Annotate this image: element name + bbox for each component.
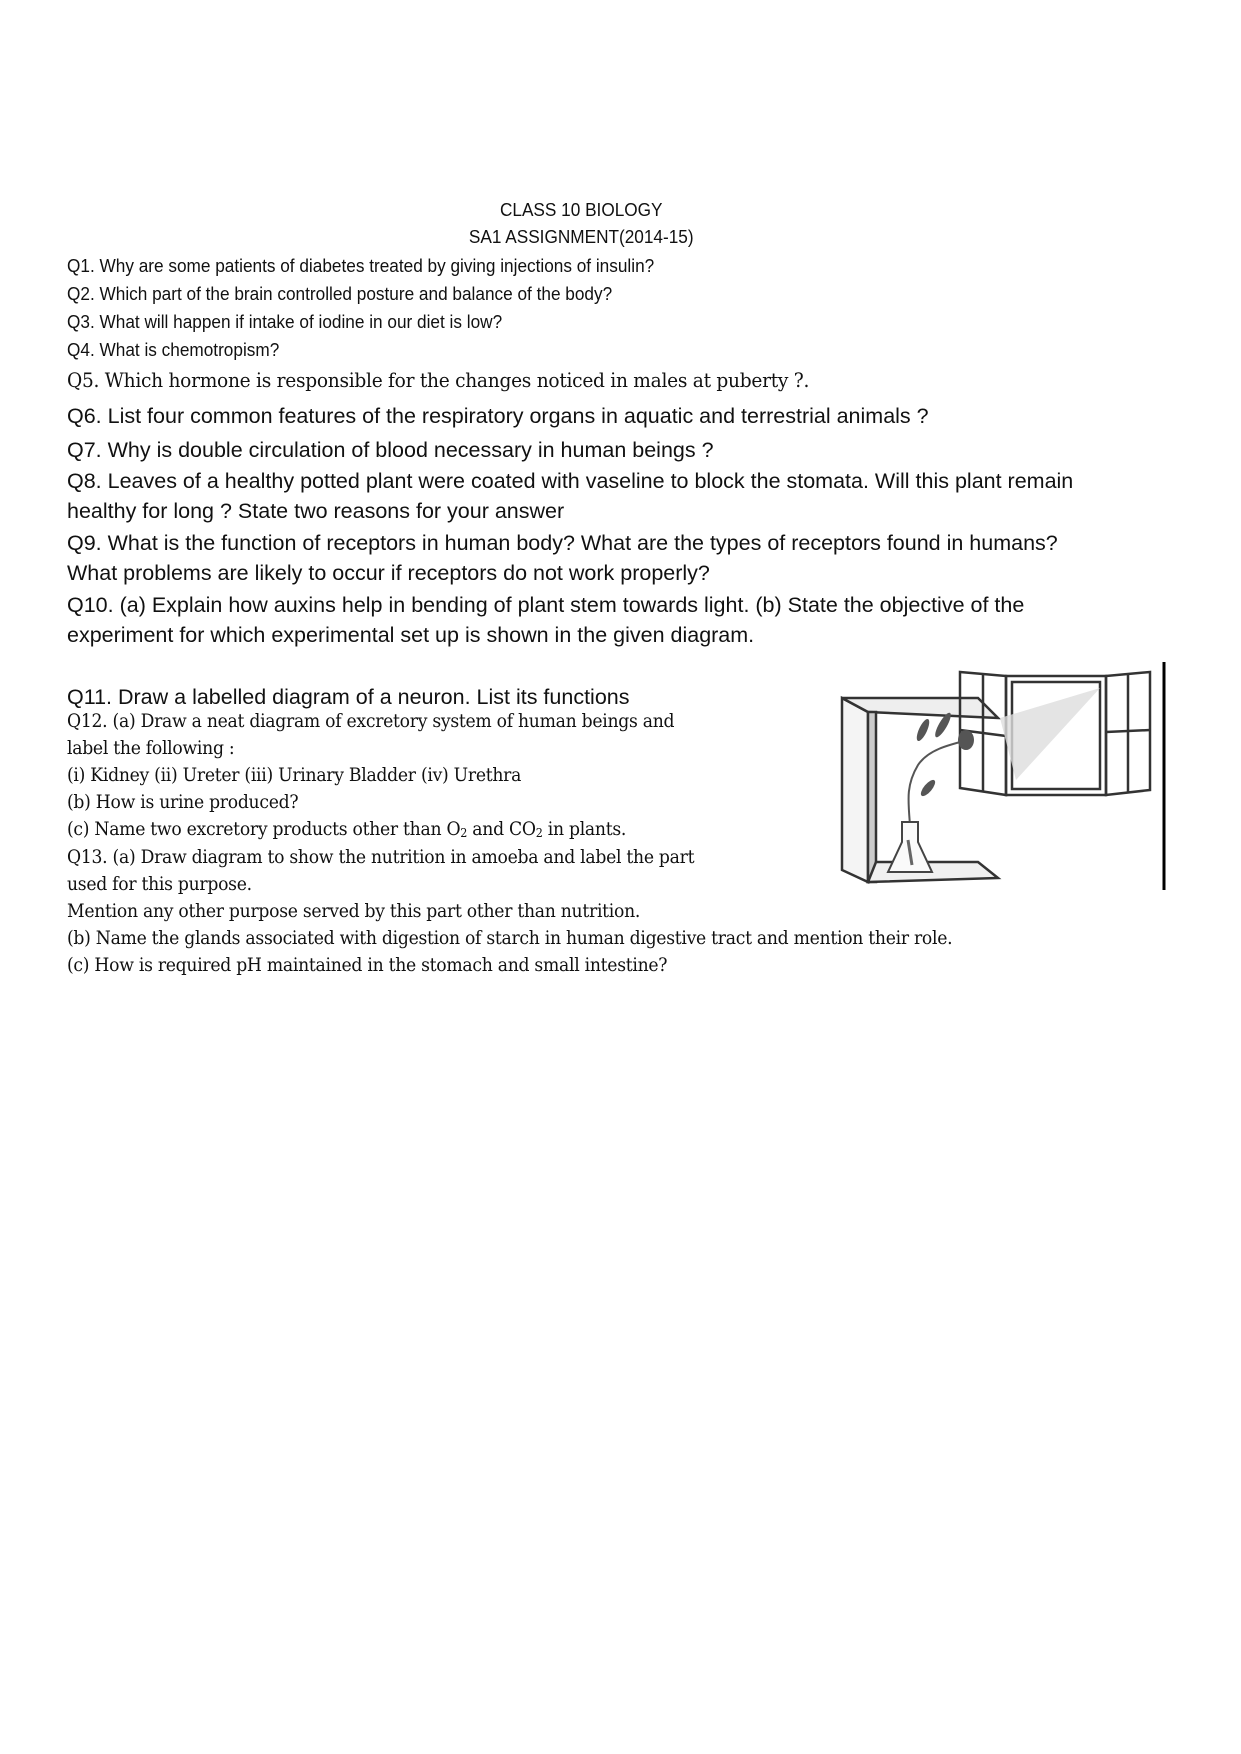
- document-title: CLASS 10 BIOLOGY: [499, 199, 663, 220]
- question-8-line-1: Q8. Leaves of a healthy potted plant were coated with vaseline to block the stomata. Will this plant remain: [67, 469, 1074, 493]
- subscript: 2: [535, 826, 543, 840]
- subscript: 2: [460, 826, 468, 840]
- question-4: Q4. What is chemotropism?: [67, 339, 280, 360]
- question-7: Q7. Why is double circulation of blood necessary in human beings ?: [67, 438, 714, 462]
- question-13-line-3: Mention any other purpose served by this part other than nutrition.: [67, 901, 641, 922]
- phototropism-experiment-diagram: [828, 650, 1168, 890]
- question-12-line-5: [67, 821, 626, 840]
- document-subtitle: SA1 ASSIGNMENT(2014-15): [468, 226, 694, 247]
- question-5: Q5. Which hormone is responsible for the changes noticed in males at puberty ?.: [67, 368, 810, 392]
- question-8-line-2: healthy for long ? State two reasons for your answer: [67, 499, 565, 523]
- question-12-line-1: Q12. (a) Draw a neat diagram of excretory system of human beings and: [67, 711, 675, 732]
- question-12-line-4: (b) How is urine produced?: [67, 792, 299, 813]
- question-6: Q6. List four common features of the respiratory organs in aquatic and terrestrial animals ?: [67, 404, 929, 428]
- text-segment: and CO: [467, 819, 536, 840]
- question-9-line-2: What problems are likely to occur if receptors do not work properly?: [67, 561, 710, 585]
- question-12-line-3: (i) Kidney (ii) Ureter (iii) Urinary Bladder (iv) Urethra: [67, 765, 522, 786]
- question-10-line-2: experiment for which experimental set up is shown in the given diagram.: [67, 623, 755, 647]
- question-9-line-1: Q9. What is the function of receptors in human body? What are the types of receptors found in humans?: [67, 531, 1058, 555]
- question-11: Q11. Draw a labelled diagram of a neuron. List its functions: [67, 685, 630, 709]
- question-10-line-1: Q10. (a) Explain how auxins help in bending of plant stem towards light. (b) State the objective of the: [67, 593, 1025, 617]
- question-13-line-2: used for this purpose.: [67, 874, 252, 895]
- text-segment: (c) Name two excretory products other than O: [67, 819, 461, 840]
- question-1: Q1. Why are some patients of diabetes treated by giving injections of insulin?: [67, 255, 655, 276]
- question-2: Q2. Which part of the brain controlled posture and balance of the body?: [67, 283, 613, 304]
- question-3: Q3. What will happen if intake of iodine in our diet is low?: [67, 311, 503, 332]
- question-13-line-1: Q13. (a) Draw diagram to show the nutrition in amoeba and label the part: [67, 847, 695, 868]
- plant-leaves: [914, 711, 974, 798]
- text-segment: in plants.: [542, 819, 627, 840]
- question-13-line-5: (c) How is required pH maintained in the stomach and small intestine?: [67, 955, 668, 976]
- question-12-line-2: label the following :: [67, 738, 235, 759]
- light-beam: [1000, 688, 1100, 780]
- box-side: [842, 698, 868, 882]
- question-13-line-4: (b) Name the glands associated with digestion of starch in human digestive tract and mention their role.: [67, 928, 953, 949]
